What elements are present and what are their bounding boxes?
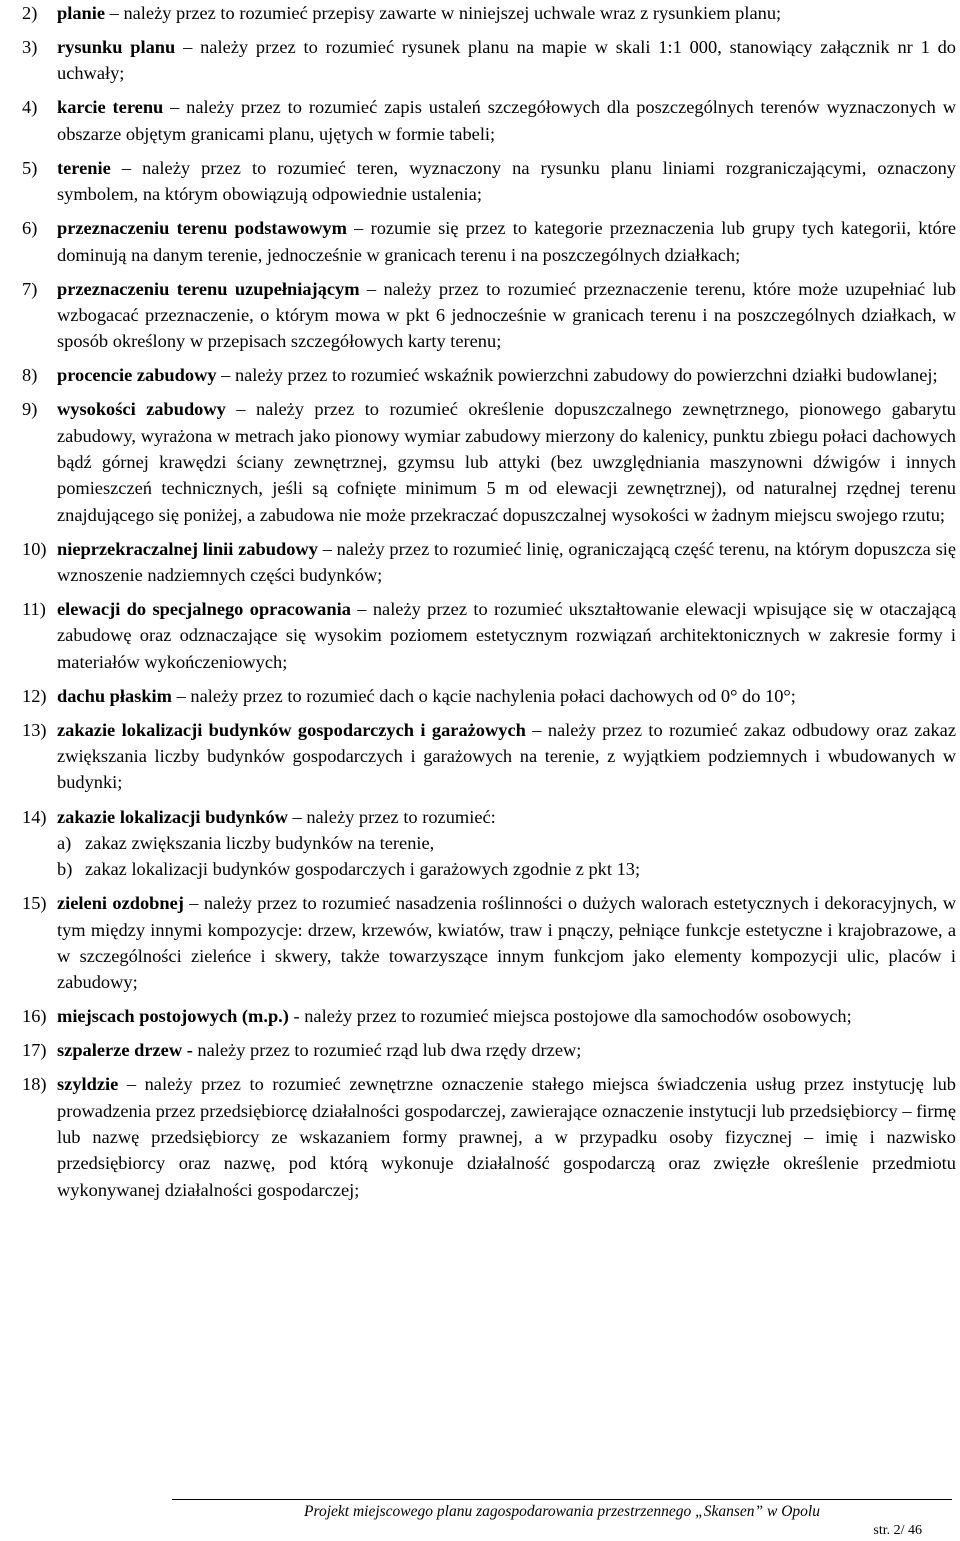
- item-paragraph: [57, 1071, 956, 1202]
- sub-item-text: zakaz lokalizacji budynków gospodarczych i garażowych zgodnie z pkt 13;: [85, 859, 641, 880]
- defined-term: przeznaczeniu terenu uzupełniającym: [57, 278, 360, 299]
- page-number: str. 2/ 46: [873, 1523, 922, 1538]
- item-paragraph: [57, 1037, 956, 1063]
- definition-item: [22, 683, 956, 709]
- item-paragraph: [57, 804, 956, 830]
- definition-text: – rozumie się przez to kategorie przeznaczenia lub grupy tych kategorii, które dominują na danym terenie, jednocześnie w granicach terenu i na poszczególnych działkach;: [57, 218, 956, 265]
- item-body: [57, 34, 956, 87]
- item-body: [57, 890, 956, 995]
- item-body: [57, 396, 956, 527]
- item-number: 15): [22, 893, 47, 914]
- item-number: 14): [22, 806, 47, 827]
- item-number: 16): [22, 1006, 47, 1027]
- defined-term: zakazie lokalizacji budynków: [57, 806, 288, 827]
- item-body: [57, 804, 956, 883]
- item-paragraph: [57, 34, 956, 87]
- defined-term: procencie zabudowy: [57, 365, 217, 386]
- item-number: 18): [22, 1074, 47, 1095]
- item-paragraph: [57, 717, 956, 796]
- item-body: [57, 276, 956, 355]
- definition-item: [22, 1037, 956, 1063]
- item-body: [57, 215, 956, 268]
- item-paragraph: [57, 1003, 956, 1029]
- definition-text: – należy przez to rozumieć teren, wyznaczony na rysunku planu liniami rozgraniczającymi, oznaczony symbolem, na którym obowiązują odpowiednie ustalenia;: [57, 157, 956, 205]
- definition-item: [22, 155, 956, 208]
- item-body: [57, 94, 956, 147]
- defined-term: karcie terenu: [57, 97, 164, 118]
- item-paragraph: [57, 362, 956, 388]
- item-paragraph: [57, 276, 956, 355]
- defined-term: terenie: [57, 157, 111, 178]
- definition-text: – należy przez to rozumieć ukształtowanie elewacji wpisujące się w otaczającą zabudowę oraz odznaczające się wysokim poziomem estetycznym rozwiązań architektonicznych w zakresie formy i materiałów wykończeniowych;: [57, 599, 957, 672]
- definition-item: [22, 0, 956, 26]
- definition-text: – należy przez to rozumieć nasadzenia roślinności o dużych walorach estetycznych i dekoracyjnych, w tym między innymi kompozycje: drzew, krzewów, kwiatów, traw i pnączy, pełniące funkcje estetyczne i krajobrazowe, a w szczególności zieleńce i skwery, także towarzyszące innym funkcjom jako elementy kompozycji ulic, placów i zabudowy;: [57, 893, 956, 993]
- definition-text: - należy przez to rozumieć miejsca postojowe dla samochodów osobowych;: [288, 1006, 852, 1027]
- definition-text: – należy przez to rozumieć wskaźnik powierzchni zabudowy do powierzchni działki budowlanej;: [216, 365, 938, 386]
- item-number: 17): [22, 1040, 47, 1061]
- item-paragraph: [57, 94, 956, 147]
- definition-item: [22, 94, 956, 147]
- definition-text: – należy przez to rozumieć określenie dopuszczalnego zewnętrznego, pionowego gabarytu zabudowy, wyrażona w metrach jako pionowy wymiar zabudowy mierzony do kalenicy, punktu zbiegu połaci dachowych bądź górnej krawędzi ściany zewnętrznej, gzymsu lub attyki (bez uwzględniania maszynowni dźwigów i innych pomieszczeń technicznych, jeśli są cofnięte minimum 5 m od elewacji zewnętrznej), od naturalnej rzędnej terenu znajdującego się poniżej, a zabudowa nie może przekraczać dopuszczalnej wysokości w żadnym miejscu swojego rzutu;: [57, 399, 956, 525]
- defined-term: rysunku planu: [57, 37, 176, 58]
- item-number: 10): [22, 538, 47, 559]
- item-body: [57, 596, 956, 675]
- item-body: [57, 1071, 956, 1202]
- defined-term: dachu płaskim: [57, 685, 172, 706]
- item-number: 8): [22, 365, 38, 386]
- definition-item: [22, 536, 956, 589]
- footer-divider: [172, 1499, 952, 1500]
- item-body: [57, 536, 956, 589]
- sub-item: [57, 830, 956, 856]
- item-body: [57, 717, 956, 796]
- document-body: [22, 0, 956, 1211]
- item-paragraph: [57, 155, 956, 208]
- item-number: 7): [22, 278, 38, 299]
- item-paragraph: [57, 215, 956, 268]
- defined-term: elewacji do specjalnego opracowania: [57, 599, 351, 620]
- definition-item: [22, 596, 956, 675]
- defined-term: szpalerze drzew -: [57, 1040, 193, 1061]
- definition-item: [22, 34, 956, 87]
- defined-term: zakazie lokalizacji budynków gospodarczych i garażowych: [57, 719, 526, 740]
- definition-item: [22, 717, 956, 796]
- definition-text: – należy przez to rozumieć dach o kącie nachylenia połaci dachowych od 0° do 10°;: [172, 685, 796, 706]
- item-paragraph: [57, 890, 956, 995]
- sub-item-letter: a): [57, 832, 72, 853]
- defined-term: zieleni ozdobnej: [57, 893, 184, 914]
- sub-item-text: zakaz zwiększania liczby budynków na terenie,: [85, 832, 435, 853]
- defined-term: planie: [57, 3, 106, 23]
- definition-text: – należy przez to rozumieć zakaz odbudowy oraz zakaz zwiększania liczby budynków gospodarczych i garażowych na terenie, z wyjątkiem podziemnych i wbudowanych w budynki;: [57, 719, 956, 793]
- definition-text: – należy przez to rozumieć przepisy zawarte w niniejszej uchwale wraz z rysunkiem planu;: [105, 3, 782, 23]
- definition-text: – należy przez to rozumieć przeznaczenie terenu, które może uzupełniać lub wzbogacać przeznaczenie, o którym mowa w pkt 6 jednocześnie w granicach terenu i na poszczególnych działkach, w sposób określony w przepisach szczegółowych karty terenu;: [57, 278, 957, 352]
- item-number: 13): [22, 719, 47, 740]
- item-paragraph: [57, 536, 956, 589]
- item-body: [57, 1037, 956, 1063]
- defined-term: przeznaczeniu terenu podstawowym: [57, 218, 347, 239]
- footer-title: Projekt miejscowego planu zagospodarowania przestrzennego „Skansen” w Opolu: [304, 1503, 820, 1520]
- item-paragraph: [57, 0, 956, 26]
- definition-item: [22, 215, 956, 268]
- item-paragraph: [57, 596, 956, 675]
- item-number: 11): [22, 599, 46, 620]
- sub-item: [57, 856, 956, 882]
- definition-text: – należy przez to rozumieć zewnętrzne oznaczenie stałego miejsca świadczenia usług przez instytucję lub prowadzenia przez przedsiębiorcę działalności gospodarczej, zawierające oznaczenie instytucji lub przedsiębiorcy – firmę lub nazwę przedsiębiorcy ze wskazaniem formy prawnej, a w przypadku osoby fizycznej – imię i nazwisko przedsiębiorcy oraz nazwę, pod którą wykonuje działalność gospodarczą oraz zwięzłe określenie przedmiotu wykonywanej działalności gospodarczej;: [57, 1074, 956, 1200]
- definition-text: należy przez to rozumieć rząd lub dwa rzędy drzew;: [192, 1040, 582, 1061]
- item-number: 12): [22, 685, 47, 706]
- defined-term: wysokości zabudowy: [57, 399, 226, 420]
- item-paragraph: [57, 396, 956, 527]
- definition-item: [22, 396, 956, 527]
- item-number: 5): [22, 157, 38, 178]
- definition-item: [22, 1003, 956, 1029]
- defined-term: miejscach postojowych (m.p.): [57, 1006, 289, 1027]
- definition-item: [22, 804, 956, 883]
- definition-text: – należy przez to rozumieć:: [287, 806, 496, 827]
- sub-item-letter: b): [57, 859, 73, 880]
- item-body: [57, 362, 956, 388]
- definition-text: – należy przez to rozumieć rysunek planu na mapie w skali 1:1 000, stanowiący załącznik nr 1 do uchwały;: [57, 37, 956, 84]
- item-number: 6): [22, 218, 38, 239]
- item-paragraph: [57, 683, 956, 709]
- defined-term: szyldzie: [57, 1074, 119, 1095]
- item-body: [57, 683, 956, 709]
- definition-item: [22, 362, 956, 388]
- item-number: 4): [22, 97, 38, 118]
- defined-term: nieprzekraczalnej linii zabudowy: [57, 538, 318, 559]
- definition-item: [22, 1071, 956, 1202]
- item-number: 9): [22, 399, 38, 420]
- definition-text: – należy przez to rozumieć zapis ustaleń szczegółowych dla poszczególnych terenów wyznaczonych w obszarze objętym granicami planu, ujętych w formie tabeli;: [57, 97, 956, 144]
- item-number: 3): [22, 37, 38, 58]
- definition-item: [22, 890, 956, 995]
- definition-text: – należy przez to rozumieć linię, ograniczającą część terenu, na którym dopuszcza się wznoszenie nadziemnych części budynków;: [57, 538, 956, 586]
- item-number: 2): [22, 3, 38, 23]
- definition-item: [22, 276, 956, 355]
- item-body: [57, 1003, 956, 1029]
- item-body: [57, 0, 956, 26]
- item-body: [57, 155, 956, 208]
